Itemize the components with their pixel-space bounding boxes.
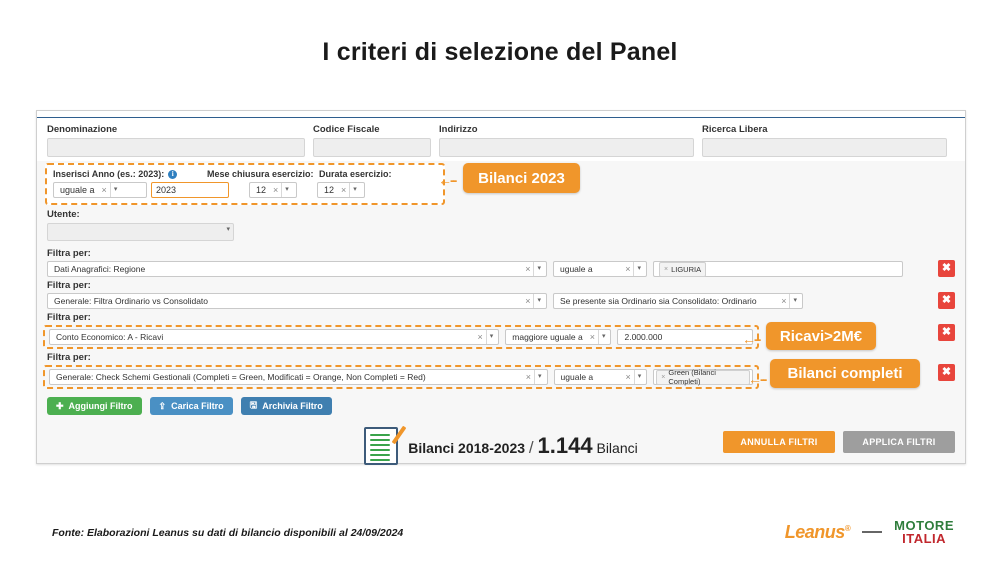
doc-lines <box>370 434 390 464</box>
input-denominazione[interactable] <box>47 138 305 157</box>
results-summary <box>37 425 965 467</box>
clear-icon[interactable]: × <box>525 264 531 274</box>
filter-operator-regione[interactable] <box>553 261 647 277</box>
filter-operator-ordinario[interactable] <box>553 293 803 309</box>
year-criteria-band <box>45 163 445 205</box>
search-field-denominazione <box>47 124 305 157</box>
clear-icon[interactable]: × <box>341 185 347 195</box>
tag-close-icon[interactable]: × <box>661 373 666 381</box>
load-filter-label: Carica Filtro <box>171 401 224 411</box>
select-utente[interactable] <box>47 223 234 241</box>
filter-row-ordinario-consolidato <box>47 293 955 309</box>
footer-logos <box>785 519 954 545</box>
search-field-ricerca-libera <box>702 124 947 157</box>
clear-icon[interactable]: × <box>477 332 483 342</box>
summary-separator: / <box>528 438 534 457</box>
select-mese-chiusura[interactable] <box>249 182 297 198</box>
label-anno-text: Inserisci Anno (es.: 2023): <box>53 169 165 179</box>
filter-group-label: Filtra per: <box>47 280 91 291</box>
clear-icon[interactable]: × <box>781 296 787 306</box>
tag-label: Green (Bilanci Completi) <box>668 368 716 386</box>
chevron-down-icon[interactable]: ▾ <box>533 262 544 276</box>
add-filter-button[interactable] <box>47 397 142 415</box>
arrow-bilanci-completi: ←-- <box>748 371 766 387</box>
add-filter-label: Aggiungi Filtro <box>68 401 133 411</box>
source-note: Fonte: Elaborazioni Leanus su dati di bilancio disponibili al 24/09/2024 <box>52 527 404 539</box>
year-labels <box>53 169 437 179</box>
arrow-ricavi: ←-- <box>742 331 760 347</box>
filter-group-label: Filtra per: <box>47 312 91 323</box>
filter-group-label: Filtra per: <box>47 248 91 259</box>
plus-icon: ✚ <box>56 400 64 411</box>
utente-field <box>37 205 965 241</box>
filter-operator-ricavi[interactable] <box>505 329 611 345</box>
callout-ricavi: Ricavi>2M€ <box>766 322 876 350</box>
load-filter-button[interactable] <box>150 397 233 415</box>
filter-operator-text: uguale a <box>560 264 593 274</box>
filter-group-label: Filtra per: <box>47 352 91 363</box>
label-utente: Utente: <box>47 209 80 220</box>
chevron-down-icon[interactable]: ▾ <box>598 330 609 344</box>
chevron-down-icon[interactable]: ▾ <box>486 330 497 344</box>
document-pen-icon <box>364 427 398 465</box>
highlight-box-ricavi <box>43 325 759 349</box>
input-indirizzo[interactable] <box>439 138 694 157</box>
chevron-down-icon[interactable]: ▾ <box>789 294 800 308</box>
leanus-logo-text: Leanus <box>784 521 845 542</box>
upload-icon: ⇪ <box>158 400 167 411</box>
filter-row-regione <box>47 261 955 277</box>
input-codice-fiscale[interactable] <box>313 138 431 157</box>
arrow-bilanci-2023: ←-- <box>438 172 456 188</box>
label-codice-fiscale: Codice Fiscale <box>313 124 380 135</box>
tag-label: LIGURIA <box>671 264 702 274</box>
motore-italia-logo <box>894 519 954 545</box>
chevron-down-icon[interactable]: ▾ <box>349 183 360 197</box>
filter-operator-text: maggiore uguale a <box>512 332 583 342</box>
label-mese: Mese chiusura esercizio: <box>207 169 314 179</box>
leanus-logo-mark: ® <box>844 523 851 533</box>
filter-criterion-ordinario[interactable] <box>47 293 547 309</box>
year-controls <box>53 182 437 198</box>
filter-criterion-text: Generale: Check Schemi Gestionali (Completi = Green, Modificati = Orange, Non Completi = Red) <box>56 372 426 382</box>
chevron-down-icon[interactable]: ▾ <box>110 183 121 197</box>
summary-count: 1.144 <box>537 433 593 458</box>
apply-filters-button[interactable]: APPLICA FILTRI <box>843 431 955 453</box>
chevron-down-icon[interactable]: ▾ <box>534 370 545 384</box>
delete-filter-button-ordinario[interactable]: ✖ <box>938 292 955 309</box>
filter-criterion-schemi[interactable] <box>49 369 548 385</box>
select-durata-value: 12 <box>324 185 335 195</box>
input-ricerca-libera[interactable] <box>702 138 947 157</box>
chevron-down-icon[interactable]: ▾ <box>634 370 645 384</box>
motore-line2: ITALIA <box>902 531 947 546</box>
value-tag-green[interactable] <box>656 370 750 385</box>
leanus-logo <box>785 522 850 543</box>
filter-value-schemi[interactable] <box>653 369 753 385</box>
motore-line1: MOTORE <box>894 518 954 533</box>
delete-filter-button-ricavi[interactable]: ✖ <box>938 324 955 341</box>
clear-icon[interactable]: × <box>625 372 631 382</box>
clear-icon[interactable]: × <box>625 264 631 274</box>
clear-icon[interactable]: × <box>525 296 531 306</box>
chevron-down-icon[interactable]: ▾ <box>226 226 230 233</box>
chevron-down-icon[interactable]: ▾ <box>281 183 292 197</box>
filter-operator-schemi[interactable] <box>554 369 648 385</box>
clear-icon[interactable]: × <box>589 332 595 342</box>
input-anno[interactable]: 2023 <box>151 182 229 198</box>
label-ricerca-libera: Ricerca Libera <box>702 124 768 135</box>
tag-close-icon[interactable]: × <box>664 265 669 273</box>
delete-filter-button-schemi[interactable]: ✖ <box>938 364 955 381</box>
footer-buttons <box>723 431 955 453</box>
label-anno <box>53 169 203 179</box>
select-mese-value: 12 <box>256 185 267 195</box>
info-icon[interactable]: i <box>168 170 177 179</box>
label-indirizzo: Indirizzo <box>439 124 478 135</box>
filter-criterion-regione[interactable] <box>47 261 547 277</box>
save-icon: 🖫 <box>249 400 258 410</box>
select-durata-esercizio[interactable] <box>317 182 365 198</box>
pen-shape <box>392 426 407 445</box>
filter-criterion-ricavi[interactable] <box>49 329 499 345</box>
search-field-codice-fiscale <box>313 124 431 157</box>
clear-icon[interactable]: × <box>525 372 532 382</box>
logo-divider <box>862 531 882 533</box>
chevron-down-icon[interactable]: ▾ <box>633 262 644 276</box>
filter-operator-text: Se presente sia Ordinario sia Consolidato: Ordinario <box>560 296 757 306</box>
clear-icon[interactable]: × <box>101 185 107 195</box>
summary-suffix: Bilanci <box>596 440 638 456</box>
cancel-filters-button[interactable]: ANNULLA FILTRI <box>723 431 835 453</box>
label-durata: Durata esercizio: <box>319 169 392 179</box>
page-title: I criteri di selezione del Panel <box>322 38 678 66</box>
select-anno-operator-value: uguale a <box>60 185 95 195</box>
chevron-down-icon[interactable]: ▾ <box>533 294 544 308</box>
search-field-indirizzo <box>439 124 694 157</box>
filter-criterion-text: Conto Economico: A - Ricavi <box>56 332 164 342</box>
filter-value-text: 2.000.000 <box>624 332 663 342</box>
filter-criterion-text: Generale: Filtra Ordinario vs Consolidato <box>54 296 209 306</box>
value-tag-liguria[interactable] <box>659 262 706 277</box>
filter-criterion-text: Dati Anagrafici: Regione <box>54 264 146 274</box>
archive-filter-button[interactable] <box>241 397 332 415</box>
label-denominazione: Denominazione <box>47 124 118 135</box>
search-fields-row <box>37 118 965 161</box>
summary-text <box>408 433 637 459</box>
archive-filter-label: Archivia Filtro <box>262 401 323 411</box>
panel-topbar <box>37 111 965 118</box>
callout-bilanci-completi: Bilanci completi <box>770 359 920 388</box>
delete-filter-button-regione[interactable]: ✖ <box>938 260 955 277</box>
highlight-box-schemi <box>43 365 759 389</box>
select-anno-operator[interactable] <box>53 182 147 198</box>
callout-bilanci-2023: Bilanci 2023 <box>463 163 580 193</box>
summary-prefix: Bilanci 2018-2023 <box>408 440 526 456</box>
clear-icon[interactable]: × <box>273 185 279 195</box>
filter-actions <box>37 389 965 415</box>
filter-value-regione[interactable] <box>653 261 903 277</box>
filter-value-ricavi[interactable] <box>617 329 753 345</box>
filter-operator-text: uguale a <box>560 372 594 382</box>
